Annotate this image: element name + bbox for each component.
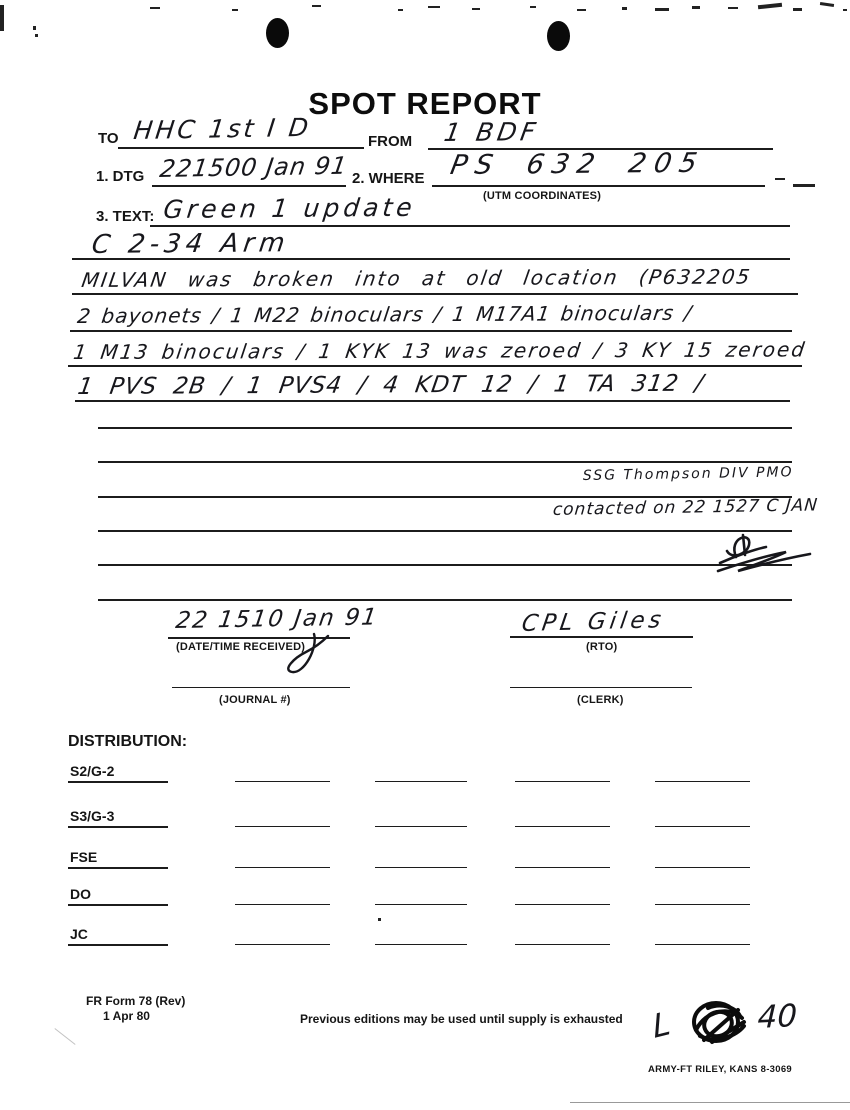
text-line-handwriting: MILVAN was broken into at old location (P632205 (80, 264, 754, 292)
distribution-row-label: JC (70, 926, 88, 942)
clerk-label: (CLERK) (577, 694, 624, 706)
form-date: 1 Apr 80 (103, 1009, 150, 1023)
signature-scribble (708, 533, 818, 583)
dtg-label: 1. DTG (96, 168, 145, 185)
footer-handwriting: L (650, 1003, 673, 1046)
utm-coordinates-label: (UTM COORDINATES) (483, 190, 602, 202)
page-title: SPOT REPORT (308, 86, 542, 121)
margin-note-handwriting: SSG Thompson DIV PMO (582, 464, 794, 484)
footer-handwriting: 40 (757, 997, 798, 1036)
datetime-received-label: (DATE/TIME RECEIVED) (176, 641, 306, 653)
where-value-handwriting: PS 632 205 (448, 147, 708, 181)
ink-blob-scribble (686, 996, 752, 1054)
text-label: 3. TEXT: (96, 208, 155, 225)
text-line-handwriting: C 2-34 Arm (90, 228, 292, 260)
pen-loop-scribble (284, 634, 332, 678)
journal-label: (JOURNAL #) (219, 694, 291, 706)
to-value-handwriting: HHC 1st I D (132, 112, 313, 145)
distribution-row-label: FSE (70, 849, 98, 865)
from-value-handwriting: 1 BDF (442, 117, 542, 147)
rto-handwriting: CPL Giles (520, 607, 667, 637)
to-label: TO (98, 130, 119, 147)
rto-label: (RTO) (586, 641, 618, 653)
datetime-received-handwriting: 22 1510 Jan 91 (174, 604, 381, 634)
text-line-handwriting: 1 M13 binoculars / 1 KYK 13 was zeroed / 3 KY 15 zeroed (72, 337, 808, 364)
form-number: FR Form 78 (Rev) (86, 994, 186, 1008)
margin-note-handwriting: contacted on 22 1527 C JAN (552, 495, 819, 520)
footer-note: Previous editions may be used until supply is exhausted (300, 1012, 623, 1026)
where-label: 2. WHERE (352, 170, 425, 187)
distribution-row-label: S2/G-2 (70, 763, 115, 779)
distribution-row-label: DO (70, 886, 91, 902)
hole-punch-left (266, 18, 289, 48)
from-label: FROM (368, 133, 413, 150)
text-line-handwriting: 1 PVS 2B / 1 PVS4 / 4 KDT 12 / 1 TA 312 / (76, 370, 707, 400)
printer-code: ARMY-FT RILEY, KANS 8-3069 (648, 1064, 792, 1075)
text-line-handwriting: 2 bayonets / 1 M22 binoculars / 1 M17A1 binoculars / (76, 300, 694, 328)
text-line-handwriting: Green 1 update (162, 192, 418, 224)
distribution-heading: DISTRIBUTION: (68, 733, 188, 750)
hole-punch-right (547, 21, 570, 51)
dtg-value-handwriting: 221500 Jan 91 (158, 151, 350, 183)
distribution-row-label: S3/G-3 (70, 808, 115, 824)
